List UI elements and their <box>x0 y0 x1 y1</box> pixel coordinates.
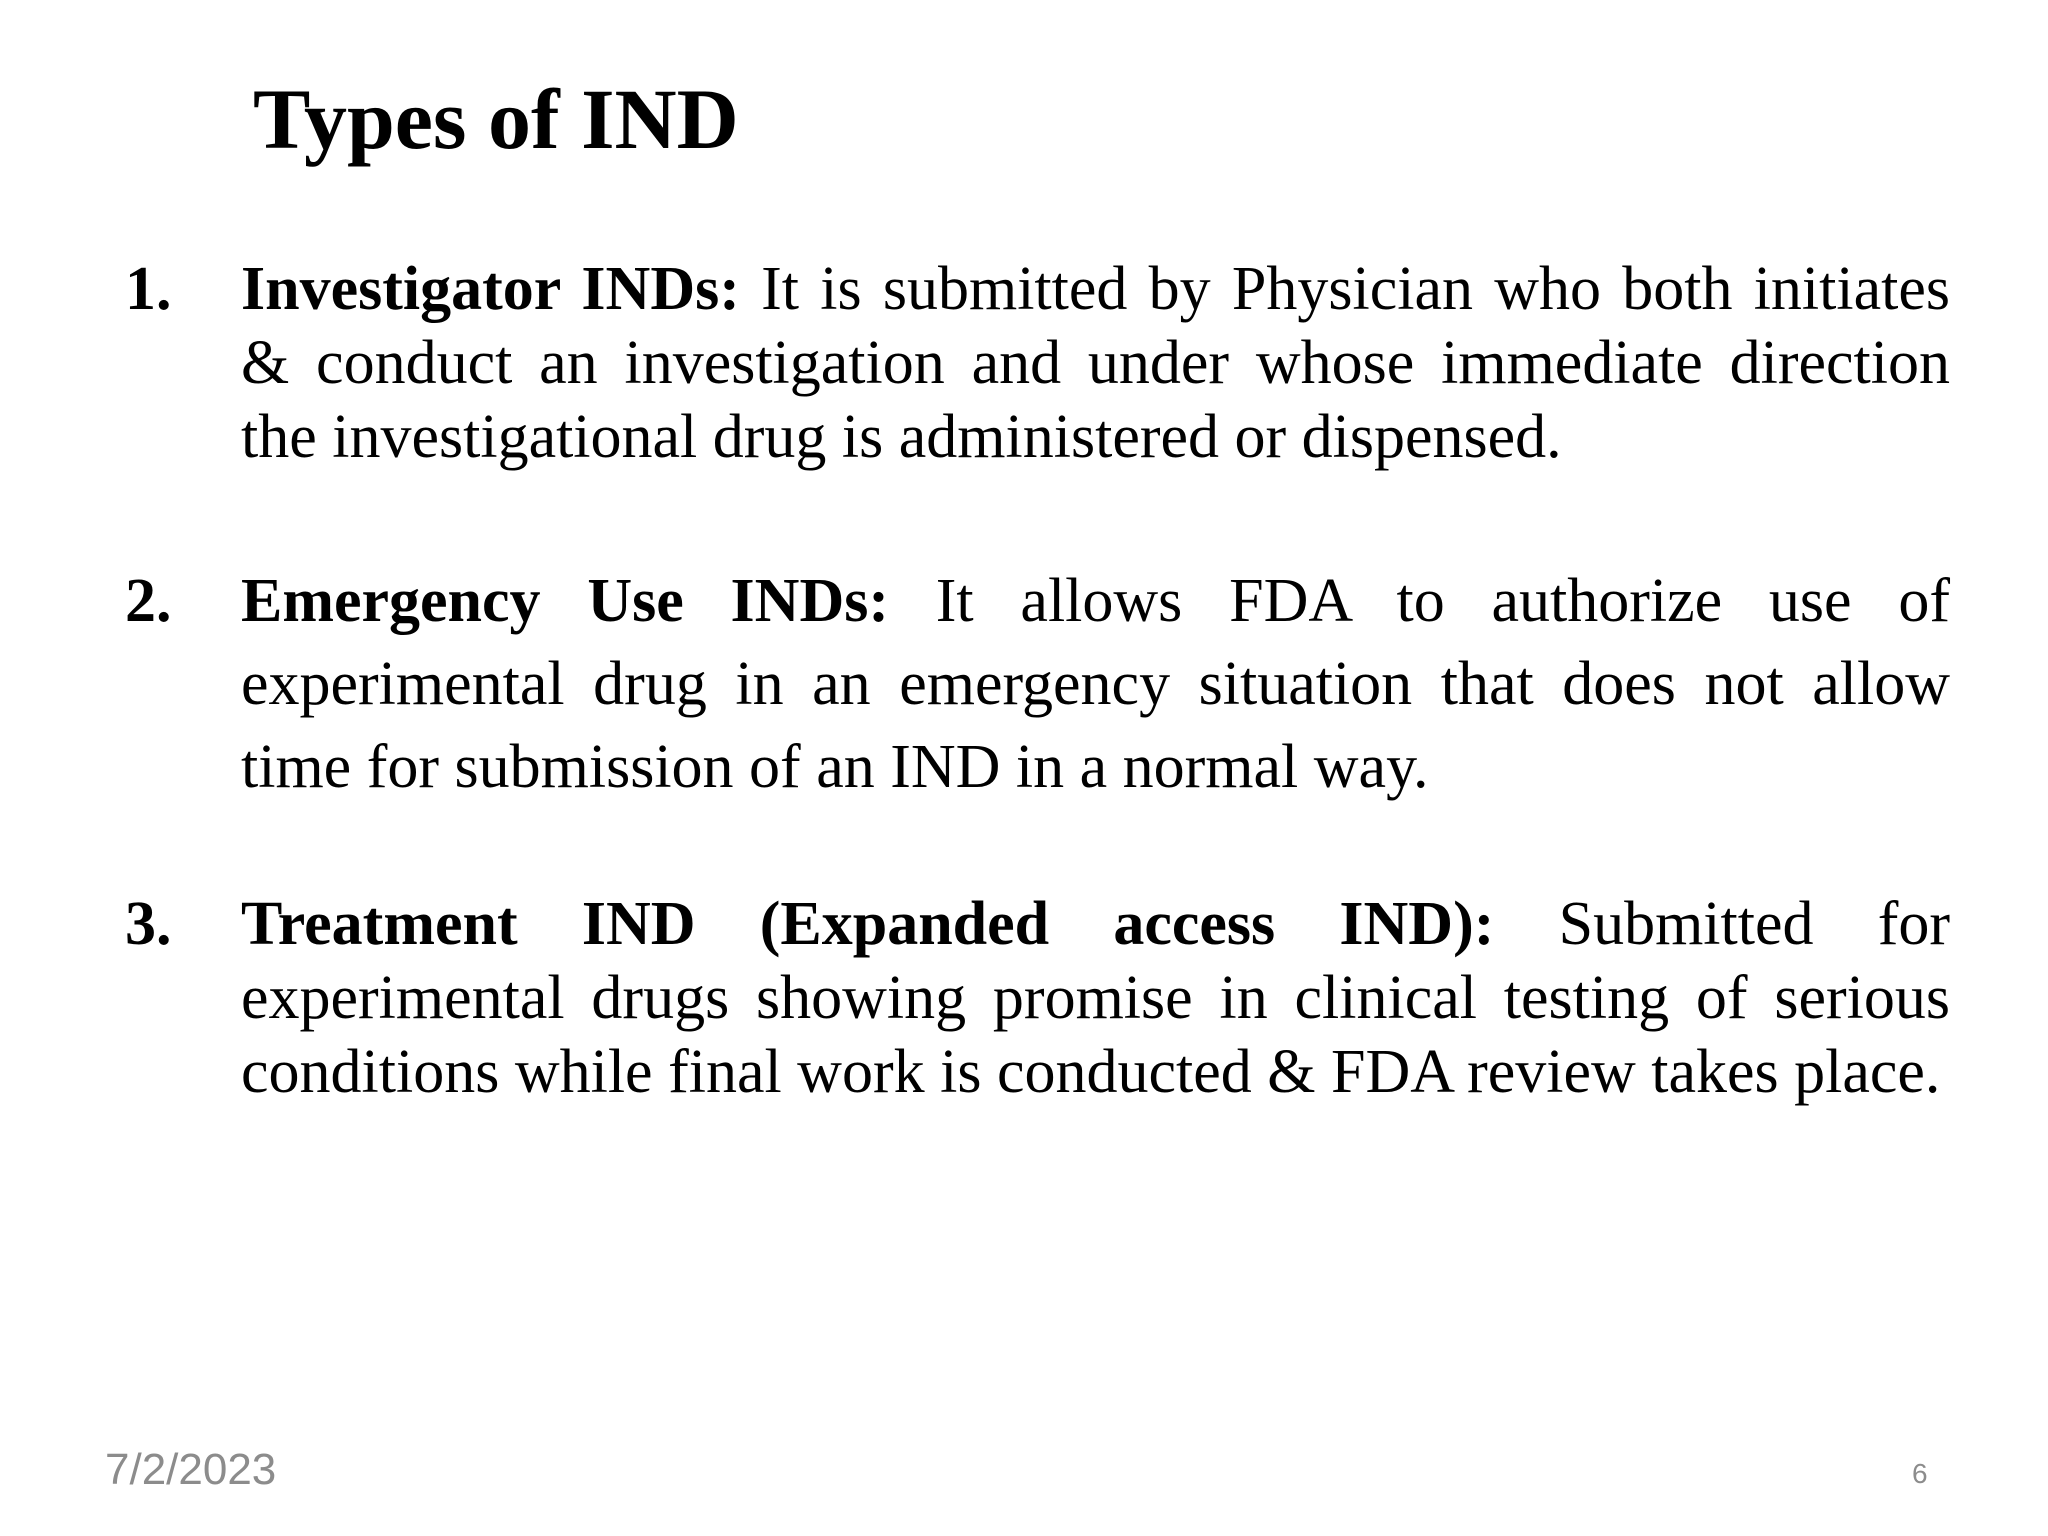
list-item-text: Submitted for experimental drugs showing promise in clinical testing of serious conditions while final work is conducted & FDA review takes place. <box>241 890 1950 1106</box>
list-item-term: Treatment IND (Expanded access IND): <box>241 890 1495 958</box>
list-item-number: 2. <box>125 567 172 635</box>
list-item-text: It allows FDA to authorize use of experimental drug in an emergency situation that does not allow time for submission of an IND in a normal way. <box>241 567 1950 801</box>
ind-types-list <box>120 252 1950 1109</box>
slide-title: Types of IND <box>253 71 739 167</box>
list-item-term: Emergency Use INDs: <box>241 567 889 635</box>
list-item-investigator-ind <box>120 252 1950 474</box>
list-item-treatment-ind <box>120 887 1950 1109</box>
list-item-emergency-use-ind <box>120 560 1950 809</box>
slide-number: 6 <box>1912 1458 1928 1489</box>
list-item-number: 1. <box>125 255 172 323</box>
list-item-term: Investigator INDs: <box>241 255 740 323</box>
list-item-number: 3. <box>125 890 172 958</box>
list-item-text: It is submitted by Physician who both initiates & conduct an investigation and under whose immediate direction the investigational drug is administered or dispensed. <box>241 255 1950 471</box>
footer-date: 7/2/2023 <box>105 1445 277 1494</box>
